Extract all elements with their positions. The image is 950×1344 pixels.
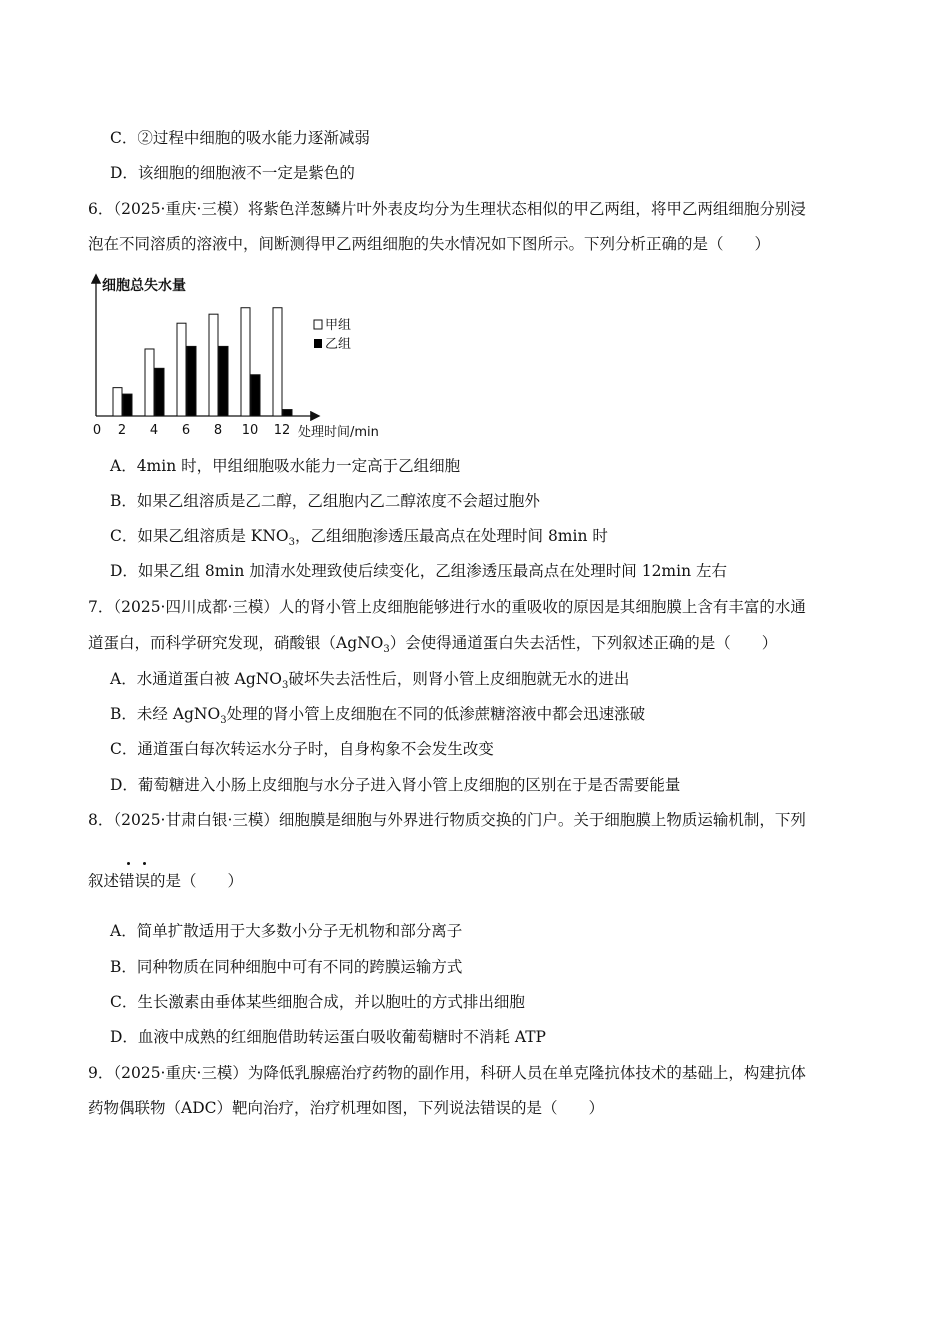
x-tick-label: 10 bbox=[241, 423, 259, 438]
q7-option-a: A．水通道蛋白被 AgNO$_3$破坏失去活性后，则肾小管上皮细胞就无水的进出 bbox=[110, 670, 630, 692]
q9-stem-line2: 药物偶联物（ADC）靶向治疗，治疗机理如图，下列说法错误的是（ ） bbox=[88, 1099, 604, 1117]
q7-option-b: B．未经 AgNO$_3$处理的肾小管上皮细胞在不同的低渗蔗糖溶液中都会迅速涨破 bbox=[110, 705, 646, 727]
q6-bar-chart bbox=[86, 268, 406, 443]
q7-option-d: D．葡萄糖进入小肠上皮细胞与水分子进入肾小管上皮细胞的区别在于是否需要能量 bbox=[110, 776, 681, 794]
q6-option-a: A．4min 时，甲组细胞吸水能力一定高于乙组细胞 bbox=[110, 457, 461, 475]
q7-stem-line2: 道蛋白，而科学研究发现，硝酸银（AgNO$_3$）会使得通道蛋白失去活性，下列叙述正确的是（ ） bbox=[88, 634, 778, 656]
bar-jia-6 bbox=[177, 323, 186, 416]
bar-yi-8 bbox=[219, 346, 228, 416]
q8-option-d: D．血液中成熟的红细胞借助转运蛋白吸收葡萄糖时不消耗 ATP bbox=[110, 1028, 546, 1046]
y-axis-label: 细胞总失水量 bbox=[102, 278, 186, 294]
q6-stem-line1: 6．（2025·重庆·三模）将紫色洋葱鳞片叶外表皮均分为生理状态相似的甲乙两组，将甲乙两组细胞分别浸 bbox=[88, 200, 806, 218]
bar-jia-2 bbox=[113, 388, 122, 416]
q8-option-a: A．简单扩散适用于大多数小分子无机物和部分离子 bbox=[110, 922, 463, 940]
q6-option-c: C．如果乙组溶质是 $KNO_3$，乙组细胞渗透压最高点在处理时间 8min 时 bbox=[110, 527, 608, 549]
x-tick-label: 8 bbox=[213, 423, 223, 438]
legend-label-jia: 甲组 bbox=[325, 318, 352, 333]
q7-option-c: C．通道蛋白每次转运水分子时，自身构象不会发生改变 bbox=[110, 740, 494, 758]
q8-option-b: B．同种物质在同种细胞中可有不同的跨膜运输方式 bbox=[110, 958, 463, 976]
bar-jia-8 bbox=[209, 314, 218, 416]
legend-swatch-jia bbox=[314, 320, 322, 329]
q6-option-b: B．如果乙组溶质是乙二醇，乙组胞内乙二醇浓度不会超过胞外 bbox=[110, 492, 540, 510]
q8-stem-line2: 叙述错误的是（ ） bbox=[88, 872, 244, 890]
bar-jia-12 bbox=[273, 308, 282, 416]
bar-jia-4 bbox=[145, 349, 154, 416]
emphasis-dot-2 bbox=[143, 862, 146, 865]
q5-option-d: D．该细胞的细胞液不一定是紫色的 bbox=[110, 164, 355, 182]
bar-yi-10 bbox=[251, 375, 260, 416]
q7-stem-line1: 7．（2025·四川成都·三模）人的肾小管上皮细胞能够进行水的重吸收的原因是其细胞膜上含有丰富的水通 bbox=[88, 598, 806, 616]
x-tick-label: 0 bbox=[92, 423, 102, 438]
q5-option-c: C．②过程中细胞的吸水能力逐渐减弱 bbox=[110, 129, 370, 147]
legend-swatch-yi bbox=[314, 339, 322, 348]
q8-stem-line1: 8．（2025·甘肃白银·三模）细胞膜是细胞与外界进行物质交换的门户。关于细胞膜上物质运输机制，下列 bbox=[88, 811, 806, 829]
emphasis-dot-1 bbox=[127, 862, 130, 865]
legend-label-yi: 乙组 bbox=[325, 337, 352, 352]
bar-yi-6 bbox=[187, 346, 196, 416]
bar-jia-10 bbox=[241, 308, 250, 416]
x-tick-label: 6 bbox=[181, 423, 191, 438]
q8-option-c: C．生长激素由垂体某些细胞合成，并以胞吐的方式排出细胞 bbox=[110, 993, 525, 1011]
q6-option-d: D．如果乙组 8min 加清水处理致使后续变化，乙组渗透压最高点在处理时间 12min 左右 bbox=[110, 562, 727, 580]
x-axis-label: 处理时间/min bbox=[298, 425, 379, 440]
x-tick-label: 12 bbox=[273, 423, 291, 438]
x-tick-label: 2 bbox=[117, 423, 127, 438]
q9-stem-line1: 9．（2025·重庆·三模）为降低乳腺癌治疗药物的副作用，科研人员在单克隆抗体技术的基础上，构建抗体 bbox=[88, 1064, 806, 1082]
q6-stem-line2: 泡在不同溶质的溶液中，间断测得甲乙两组细胞的失水情况如下图所示。下列分析正确的是（ ） bbox=[88, 235, 771, 253]
bar-yi-12 bbox=[283, 410, 292, 416]
bar-yi-4 bbox=[155, 368, 164, 416]
x-tick-label: 4 bbox=[149, 423, 159, 438]
bar-yi-2 bbox=[123, 394, 132, 416]
